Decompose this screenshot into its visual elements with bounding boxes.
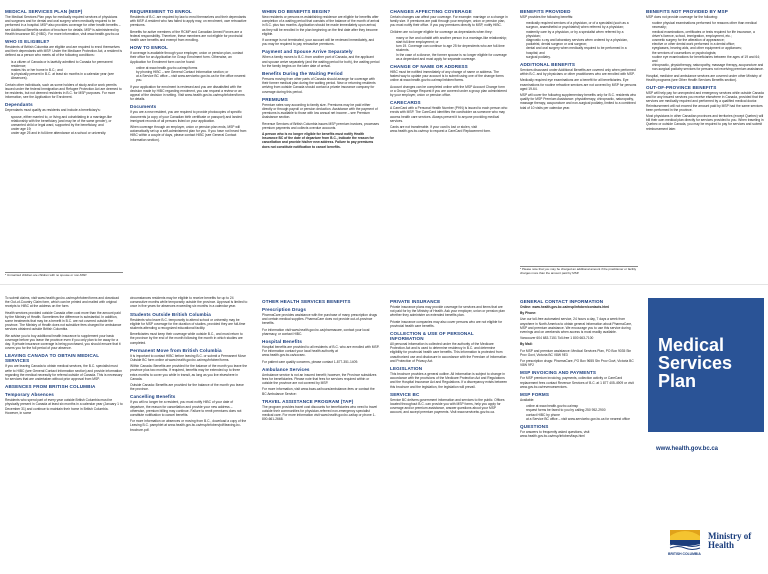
- list-item[interactable]: • at a Service BC office – visit www.servicebc.gov.bc.ca for nearest office: [526, 417, 638, 421]
- children-list: [390, 36, 508, 61]
- heading-forms: MSP FORMS: [520, 392, 550, 398]
- text-arrive-separately: When a family moves to B.C. from another part of Canada, and the applicant and spouse arrive separately (and the waiting period for both), the waiting period for the family begins on the later date of arrival.: [262, 55, 380, 68]
- text-circumstances: circumstances residents may be eligible to receive benefits for up to 24 consecutive months while temporarily outside the province. Approval is limited to once in five years for absences exceeding six months in a calendar year.: [130, 296, 248, 309]
- text-ambulance: Ambulance service is not an insured benefit; however, the Province subsidizes fees for beneficiaries. Please note that fees for services required within or outside the province are not covered by MSP.: [262, 372, 377, 386]
- text-additional-2: Medically required eye examinations are a benefit for all beneficiaries. Eye examinations for routine refractive services are not covered by MSP for persons aged 19-64.: [520, 78, 637, 91]
- text-temporary-absences: Residents who spend part of every year outside British Columbia must be physically present in Canada at least six months in a calendar year (January 1 to December 31) and continue to maintain their home in British Columbia. However, in some: [5, 398, 123, 415]
- heading-prescription: Prescription Drugs: [262, 307, 307, 312]
- heading-ambulance: Ambulance Services: [262, 366, 310, 372]
- heading-contact: GENERAL CONTACT INFORMATION: [520, 299, 604, 304]
- text-questions: For answers to frequently asked questions, visit www.health.gov.bc.ca/msp/infoben/faqs.html: [520, 430, 590, 439]
- heading-students: Students Outside British Columbia: [130, 311, 212, 317]
- cover-title-line: Plan: [658, 371, 697, 391]
- list-item[interactable]: • online at www.health.gov.bc.ca/msp/forms: [136, 66, 248, 70]
- heading-temporary-absences: Temporary Absences: [5, 392, 54, 398]
- text-waiting-period: New residents or persons re-establishing residence are eligible for benefits after completion of a waiting period that consists of the balance of the month of arrival in B.C. plus two months. Application should be made immediately upon arrival, as they will be enrolled in the plan beginning on the first date after they become eligible.: [262, 15, 380, 36]
- heading-legislation: LEGISLATION: [390, 366, 423, 372]
- text-insurance-advice: We advise you to buy additional health insurance to supplement your basic coverage before you leave the province even if you only plan to be away for a day. If private insurance coverage is being purchased, you should ensure that it covers you for the full period of your absence.: [5, 333, 121, 351]
- list-item: • by phoning HIBC – see General Contact Information section; or: [136, 70, 248, 74]
- cover-band: [648, 298, 764, 432]
- heading-during-waiting: Benefits During the Waiting Period: [262, 71, 343, 77]
- heading-documents: Documents: [130, 104, 157, 110]
- heading-benefits-provided: BENEFITS PROVIDED: [520, 9, 571, 14]
- column-other-services: [262, 296, 380, 568]
- text-invoicing: For MSP premium invoicing, payments, collection activity or CareCard replacement fees contact Revenue Services of B.C. at 1 877 405-4909 or visit www.gov.bc.ca/revenueservices.: [520, 376, 634, 389]
- list-item: • routine physical examinations performed for reasons other than medical necessity;: [652, 21, 764, 29]
- text-leaving-pamphlet: For more information on absences or moving from B.C., download a copy of the Leaving B.C. pamphlet at www.health.gov.bc.ca/msp/infoben/pdf/leaving-bc-brochure.pdf.: [130, 419, 247, 432]
- heading-absences: ABSENCES FROM BRITISH COLUMBIA: [5, 384, 96, 390]
- contact-mail-pharmacare: For prescription drugs: PharmaCare, PO Box 9655 Stn Prov Govt, Victoria BC V8W 9P2: [520, 359, 634, 368]
- text-pharmacare: PharmaCare provides assistance with the purchase of many prescription drugs and certain medical supplies. PharmaCare does not provide out-of-province benefits.: [262, 313, 378, 326]
- cover-title-line: Services: [658, 353, 733, 373]
- heading-private-insurance: PRIVATE INSURANCE: [390, 299, 441, 304]
- list-item: • diagnostic x-ray and laboratory services when ordered by a physician, podiatrist, dental surgeon or oral surgeon;: [526, 38, 638, 46]
- heading-how-to-enrol: HOW TO ENROL: [130, 45, 168, 51]
- text-forms: Available:: [520, 398, 535, 403]
- column-absences: [130, 296, 248, 568]
- text-legislation: This brochure provides a general outline. All information is subject to change in accordance with the provisions of the Medicare Protection Act and Regulations and the Hospital Insurance Act and Regulations. If a discrepancy exists between this brochure and the legislation, the legislation will prevail.: [390, 372, 508, 389]
- heading-permanent-move: Permanent Move from British Columbia: [130, 347, 222, 353]
- ministry-line: Health: [708, 540, 734, 550]
- contact-mail-msp: For MSP and premium assistance: Medical Services Plan, PO Box 9035 Stn Prov Govt, Victoria BC V8W 9E3: [520, 348, 632, 357]
- enrol-list: [130, 66, 248, 83]
- text-students-return: Beneficiaries must keep their coverage while outside B.C., and must return to the province by the end of the month following the month in which studies are completed.: [130, 332, 243, 345]
- list-item: • cosmetic surgery for the alteration of appearance;: [652, 38, 764, 42]
- logo-province-text: BRITISH COLUMBIA: [668, 552, 701, 556]
- column-changes: [390, 6, 508, 276]
- text-tap: The program provides travel cost discounts for beneficiaries who need to travel outside their communities for physician-referred non-emergency specialist medical care. For more information visit www.health.gov.bc.ca/tap or phone 1-800-661-2668.: [262, 404, 378, 422]
- footnote: * Please note that you may be charged an additional amount if the practitioner or facility charges more than the amount paid by MSP.: [520, 267, 637, 275]
- forms-list: [520, 404, 638, 421]
- text-cost-difference: Health services provided outside Canada often cost more than the amount paid by the Ministry of Health. Sometimes the difference is substantial. In addition, some treatments that may be a benefit in B.C. are not covered outside the province. The Ministry of Health does not subsidize fees charged for ambulance services obtained outside British Columbia.: [5, 310, 122, 332]
- heading-when-begin: WHEN DO BENEFITS BEGIN?: [262, 9, 331, 14]
- text-pharmacare-info: For information visit www.health.gov.bc.ca/pharmacare, contact your local pharmacy, or contact HIBC.: [262, 327, 370, 336]
- list-item: • routine eye examinations for beneficiaries between the ages of 19 and 64; and: [652, 55, 764, 63]
- heading-carecards: CARECARDS: [390, 100, 421, 106]
- contact-phone-text: Use our toll-free automated service, 24 hours a day, 7 days a week from anywhere in North America to obtain general information about PharmaCare, MSP and premium assistance. We encourage you to use this service during evenings and on weekends when access is most readily available.: [520, 317, 632, 335]
- text-cancelling: If you will no longer be a resident, you must notify HIBC of your date of departure, the reason for cancellation and provide your new address – otherwise, premium billing may continue. Failure to remit premiums does not constitute notification to cancel benefits.: [130, 400, 242, 418]
- list-item: • In the case of a divorce, the former spouse is no longer eligible for coverage as a dependant and must apply for separate coverage.: [396, 53, 508, 61]
- heading-service-bc: SERVICE BC: [390, 391, 420, 397]
- text-out-of-province-2: Most physicians in other Canadian provinces and territories (except Quebec) will bill their own medical plan directly for services provided to you. When traveling in Quebec or outside Canada, you may be required to pay for services and submit reimbursement later.: [646, 114, 764, 131]
- heading-additional-benefits: ADDITIONAL BENEFITS: [520, 62, 576, 68]
- cover-panel: [648, 298, 764, 568]
- text-rcmp: Benefits for active members of the RCMP and Canadian Armed Forces are a federal responsibility. Therefore, these members are not eligible for provincial health care benefits and exempt from enrolling.: [130, 29, 243, 43]
- text-not-provided: MSP does not provide coverage for the following:: [646, 15, 718, 19]
- list-item: • dental and oral surgery when medically required to be performed in a hospital; and: [526, 46, 638, 54]
- list-item: • is physically present in B.C. at least six months in a calendar year (see Absences).: [11, 72, 123, 80]
- heading-change-name: CHANGE OF NAME OR ADDRESS: [390, 64, 468, 70]
- heading-msp: MEDICAL SERVICES PLAN (MSP): [5, 9, 83, 14]
- contact-phone-numbers: Vancouver 604 683-7151 Toll-free 1 800 663-7100: [520, 336, 594, 341]
- dependants-list: [5, 115, 123, 136]
- ministry-label: [708, 532, 751, 550]
- text-private-insurance: Private insurance plans may provide coverage for services and items that are not paid for by the Ministry of Health. Ask your employer, union or pension plan whether they administer an extended benefits plan.: [390, 305, 505, 318]
- column-claims: [5, 296, 123, 568]
- heading-premiums: PREMIUMS: [262, 96, 288, 102]
- text-notify-departure: A person who is no longer eligible for benefits must notify Health Insurance BC of the date of departure from B.C., indicate the reason for cancellation and provide his/her new address. Failure to pay premiums does not constitute notification to cancel benefits.: [262, 132, 374, 149]
- text-changes: Certain changes can affect your coverage. For example: marriage or a change in family size. If premiums are paid through your employer, union or pension plan, you must notify their office. If you pay premiums directly to MSP, notify HIBC.: [390, 15, 508, 28]
- ministry-line: Ministry of: [708, 531, 752, 541]
- list-item: • makes his or her home in B.C.; and: [11, 68, 123, 72]
- list-item: • spouse, either married to, or living and cohabitating in a marriage-like relationship with the beneficiary (and may be of the same gender), or: [11, 115, 123, 123]
- text-private-companies: Private insurance companies may also cover persons who are not eligible for provincial health care benefits.: [390, 319, 503, 328]
- text-msp-intro: The Medical Services Plan pays for medically required services of physicians and surgeons and for dental and oral surgery when medically required to be performed in a hospital. MSP also provides coverage for other health benefits – see Additional Benefits section of brochure for details. MSP is administered by Health Insurance BC (HIBC). For more information, visit www.health.gov.bc.ca: [5, 15, 121, 36]
- cover-title-line: Medical: [658, 335, 725, 355]
- text-personal-info: All personal information is collected under the authority of the Medicare Protection Act and is used to determine residency in B.C. and determine eligibility for provincial health care benefits. This information is protected from unauthorized use and disclosure in accordance with the Freedom of Information and Protection of Privacy Act.: [390, 342, 507, 363]
- text-eligible: Residents of British Columbia are eligible and are required to enrol themselves and their dependants with MSP. Under the Medicare Protection Act, a resident is defined as a person who meets all of the following conditions:: [5, 45, 123, 58]
- heading-tap: TRAVEL ASSISTANCE PROGRAM (TAP): [262, 398, 354, 404]
- text-students: Residents who leave B.C. temporarily to attend school or university may be eligible for MSP coverage for the duration of studies, provided they are full-time students attending a recognized educational facility.: [130, 317, 246, 331]
- text-requirement: Residents of B.C. are required by law to enrol themselves and their dependants with MSP. A resident who has failed to apply may, on enrolment, owe retroactive premiums.: [130, 15, 247, 28]
- list-item: • turn 19. Coverage can continue to age 25 for dependents who are full-time students.: [396, 44, 508, 52]
- text-dependants: Dependants must qualify as residents and include a beneficiary's:: [5, 108, 101, 113]
- heading-arrive-separately: Payment and Spouse Arrive Separately: [262, 49, 353, 55]
- list-item: • contact HIBC by phone: [526, 413, 638, 417]
- list-item: • chiropractic, physiotherapy, naturopathy, massage therapy, acupuncture and non-surgical podiatry services for persons not receiving premium assistance.: [652, 63, 764, 71]
- list-item: • request forms be faxed to you by calling 250 952-2900: [526, 408, 638, 412]
- eligibility-list: [5, 60, 123, 81]
- heading-cancelling: Cancelling Benefits: [130, 394, 176, 400]
- footnote: * Unmarried children are children with no spouse or non-MSP.: [5, 272, 123, 278]
- text-deemed-residents: Certain other individuals, such as some holders of study and/or work permits issued under the federal Immigration and Refugee Protection Act are deemed to be residents, but not deemed residents in B.C. for MSP purposes. For more information, see the Application for Enrolment.: [5, 82, 122, 100]
- contact-mail-label: By Mail:: [520, 342, 533, 347]
- text-other-programs: Hospital, medicine and ambulance services are covered under other Ministry of Health programs (see Other Health Services Benefits section).: [646, 73, 762, 82]
- text-account-changes: Account changes can be completed online with the MSP Account Change form or a Group Change Request if you are covered under a group plan administered by your employer, union or pension office.: [390, 84, 507, 98]
- list-item: • surgical podiatry.: [526, 55, 638, 59]
- text-patient-care: For patient care quality concerns, please contact 1-877-351-1409.: [262, 359, 359, 364]
- text-retroactive: If coverage is not terminated, your account will be reviewed immediately, and you may be required to pay retroactive premiums.: [262, 38, 375, 47]
- heading-questions: QUESTIONS: [520, 424, 549, 430]
- heading-out-of-province: OUT-OF-PROVINCE BENEFITS: [646, 85, 717, 91]
- heading-changes: CHANGES AFFECTING COVERAGE: [390, 9, 472, 14]
- heading-leaving-canada: LEAVING CANADA TO OBTAIN MEDICAL SERVICES: [5, 353, 100, 364]
- text-permanent-move: It is important to contact HIBC before leaving B.C. or submit a Permanent Move Outside BC form online at www.health.gov.bc.ca/msp/infoben/forms.: [130, 353, 246, 363]
- text-how-to-enrol: If coverage is available through your employer, union or pension plan, contact their office for an Application for Group Enrolment form. Otherwise, an Application for Enrolment form can be found:: [130, 51, 244, 64]
- benefits-list: [520, 21, 638, 59]
- column-benefits-provided: [520, 6, 638, 276]
- text-review: If your application for enrolment is reviewed and you are dissatisfied with the decision made by HIBC regarding enrolment, you can request a review or an appeal of the decision in writing. Visit www.health.gov.bc.ca/msp/infoben/forms for details.: [130, 84, 245, 102]
- list-item: • start full-time employment; or: [396, 40, 508, 44]
- text-ambulance-info: For more information, visit www.bcas.ca/hours/ambulance-fees or contact the BC Ambulance Service:: [262, 387, 375, 396]
- column-enrol: [130, 6, 248, 276]
- contact-phone-label: By Phone:: [520, 311, 537, 316]
- text-children: Children are no longer eligible for coverage as dependants when they:: [390, 29, 493, 34]
- column-benefits-begin: [262, 6, 380, 276]
- text-cards-lost: Cards are not transferable. If your card is lost or stolen, visit www.health.gov.bc.ca/msp to request a CareCard Replacement form.: [390, 125, 492, 134]
- text-coverage-ends: When coverage through an employer, union or pension plan ends, MSP will automatically set up a self-administered plan for you. If you have not heard from HIBC within a couple of days, please contact HIBC (see General Contact Information section).: [130, 125, 247, 142]
- column-contact: [520, 296, 638, 568]
- heading-requirement: REQUIREMENT TO ENROL: [130, 9, 192, 14]
- text-documents: If you are a new resident, you are required to provide photocopies of specific documents (a copy of your Canadian birth certificate or passport) and landed immigrant records of all persons listed on your application.: [130, 110, 242, 123]
- cover-title: [658, 336, 732, 390]
- text-service-bc: Service BC delivers government information and services to the public. Offices located throughout B.C. can provide you with MSP forms, help you apply for coverage and/or premium assistance, answer questions about your MSP account, and accept premium payments. Visit www.servicebc.gov.bc.ca.: [390, 397, 505, 415]
- text-premiums: Premium rates vary according to family size. Premiums may be paid either directly or through payroll or pension deduction. Assistance with the payment of premiums is available to those with low annual net income – see Premium Assistance section.: [262, 102, 378, 120]
- text-additional-1: Services discussed under Additional Benefits are covered only when performed within B.C. and by physicians or other practitioners who are enrolled with MSP.: [520, 68, 636, 77]
- text-claims: To submit claims, visit www.health.gov.bc.ca/msp/infoben/forms and download the Out-of-Country Claim form, which can be printed and mailed with original receipts to HIBC at the address on the form.: [5, 296, 119, 309]
- not-provided-list: [646, 21, 764, 71]
- heading-eligible: WHO IS ELIGIBLE?: [5, 39, 50, 45]
- list-item[interactable]: • at a Service BC office – visit www.servicebc.gov.bc.ca for the office nearest you.: [136, 74, 248, 82]
- list-item: • medically required services of a physician, or of a specialist (such as a surgeon, anaesthetist or psychiatrist) when referred by a physician;: [526, 21, 638, 29]
- heading-invoicing: MSP INVOICING AND PAYMENTS: [520, 370, 597, 376]
- contact-online[interactable]: Online: www.health.gov.bc.ca/msp/infoben/contacts.html: [520, 305, 610, 309]
- column-not-provided: [646, 6, 764, 276]
- text-revenue-services: Revenue Services of British Columbia issues MSP premium invoices, processes premium payments and collects overdue accounts.: [262, 121, 380, 130]
- text-leaving-canada: If you are leaving Canada to obtain medical services, the B.C. specialist must write to HIBC (see General Contact Information section) and provide information regarding the medical necessity for referral outside of Canada. This is necessary for services that are undertaken without prior approval from MSP.: [5, 364, 123, 382]
- list-item: • under age 25 and in full-time attendance at a school or university.: [11, 131, 123, 135]
- text-benefits-provided: MSP provides the following benefits:: [520, 15, 574, 19]
- heading-hospital: Hospital Benefits: [262, 339, 303, 345]
- text-hospital: Hospital benefits are provided to all residents of B.C. who are enrolled with MSP. For information contact your local health authority at www.health.gov.bc.ca/socsec.: [262, 345, 380, 358]
- text-outside-canada: Outside Canada: Benefits are provided for the balance of the month you leave the province.: [130, 383, 244, 392]
- text-out-of-province-1: MSP will help pay for unexpected and emergency services while outside Canada and for any insured services you receive elsewhere in Canada, provided that the services are medically required and performed by a qualified medical doctor. Reimbursement will not exceed the amount paid by MSP had the same services been performed in the province.: [646, 91, 764, 112]
- list-item: • the services of counsellors or psychologists;: [652, 51, 764, 55]
- list-item: • under age 19;: [11, 127, 123, 131]
- heading-dependants: Dependants: [5, 102, 33, 108]
- fold-line: [0, 284, 768, 285]
- heading-personal-info: COLLECTION & USE OF PERSONAL INFORMATION: [390, 331, 474, 342]
- text-additional-3: MSP will cover the following supplementary benefits only for B.C. residents who qualify for MSP Premium Assistance: physiotherapy, chiropractic, naturopathy, massage therapy, acupuncture and non-surgical podiatry, limited to a combined total of 10 visits per calendar year.: [520, 93, 637, 110]
- list-item: • marry or live and cohabit with another person in a marriage-like relationship;: [396, 36, 508, 40]
- list-item: • unmarried child or legal ward, supported by the beneficiary, and: [11, 123, 123, 127]
- list-item: • elective or other dental work performed in a dental office;: [652, 42, 764, 46]
- column-private-insurance: [390, 296, 508, 568]
- heading-not-provided: BENEFITS NOT PROVIDED BY MSP: [646, 9, 728, 14]
- list-item: • is a citizen of Canada or is lawfully admitted to Canada for permanent residence;: [11, 60, 123, 68]
- cover-url[interactable]: www.health.gov.bc.ca: [656, 446, 719, 452]
- text-during-waiting: Persons moving from other parts of Canada should arrange for coverage with their former medical plan during the waiting period. New or returning residents arriving from outside Canada should contact a private insurance company for coverage during this period.: [262, 77, 376, 94]
- list-item[interactable]: • online at www.health.gov.bc.ca/msp: [526, 404, 638, 408]
- heading-other-services: OTHER HEALTH SERVICES BENEFITS: [262, 299, 351, 304]
- column-msp-overview: [5, 6, 123, 276]
- list-item: • eyeglasses, hearing aids, and other equipment or appliances;: [652, 46, 764, 50]
- text-carecards: A CareCard with a Personal Health Number (PHN) is issued to each person who enrols with MSP. The CareCard identifies the cardholder as someone who may access health care services. Always present it to anyone providing medical services.: [390, 106, 508, 123]
- list-item: • maternity care by a physician, or by a specialist when referred by a physician;: [526, 30, 638, 38]
- text-within-canada: Within Canada: Benefits are provided for the balance of the month you leave the province plus two months. If required, benefits may be extended up to three extra months to cover you while in transit, as long as you live elsewhere in Canada.: [130, 364, 248, 381]
- list-item: • medical examinations, certificates or tests required for life insurance, a driver's licence, school, immigration, employment, etc.;: [652, 30, 764, 38]
- text-change-name: HIBC must be notified immediately of any change of name or address. The fastest way to update your account is to submit using one of the change forms online at www.health.gov.bc.ca/msp/infoben/forms.: [390, 70, 504, 83]
